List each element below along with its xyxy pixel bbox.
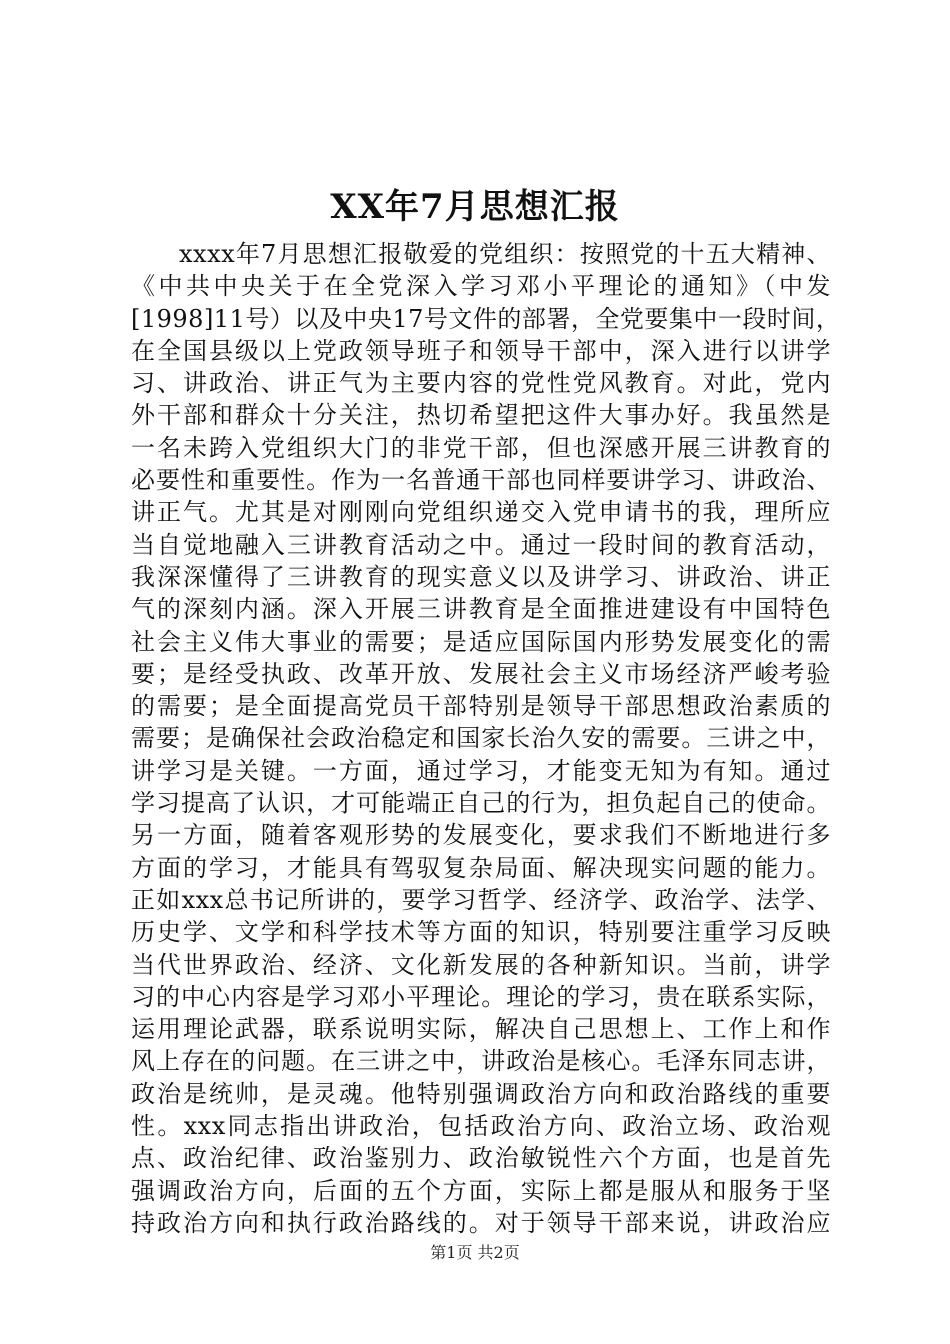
body-line: 要；是经受执政、改革开放、发展社会主义市场经济严峻考验 — [131, 659, 831, 688]
body-line: 点、政治纪律、政治鉴别力、政治敏锐性六个方面，也是首先 — [131, 1144, 831, 1173]
body-line: 正如xxx总书记所讲的，要学习哲学、经济学、政治学、法学、 — [131, 885, 831, 914]
body-line: 另一方面，随着客观形势的发展变化，要求我们不断地进行多 — [131, 821, 831, 850]
body-line: 习、讲政治、讲正气为主要内容的党性党风教育。对此，党内 — [131, 369, 831, 398]
body-line: 必要性和重要性。作为一名普通干部也同样要讲学习、讲政治、 — [131, 466, 831, 495]
body-line: 性。xxx同志指出讲政治，包括政治方向、政治立场、政治观 — [131, 1112, 831, 1141]
body-line: xxxx年7月思想汇报敬爱的党组织：按照党的十五大精神、 — [179, 240, 831, 268]
body-line: 方面的学习，才能具有驾驭复杂局面、解决现实问题的能力。 — [131, 853, 831, 882]
body-line: 学习提高了认识，才可能端正自己的行为，担负起自己的使命。 — [131, 789, 831, 818]
body-line: 当代世界政治、经济、文化新发展的各种新知识。当前，讲学 — [131, 950, 831, 979]
body-line: 社会主义伟大事业的需要；是适应国际国内形势发展变化的需 — [131, 627, 831, 656]
body-line: 一名未跨入党组织大门的非党干部，但也深感开展三讲教育的 — [131, 433, 831, 462]
body-line: 我深深懂得了三讲教育的现实意义以及讲学习、讲政治、讲正 — [131, 562, 831, 591]
body-line: 运用理论武器，联系说明实际，解决自己思想上、工作上和作 — [131, 1015, 831, 1044]
body-line: 风上存在的问题。在三讲之中，讲政治是核心。毛泽东同志讲， — [131, 1047, 831, 1076]
body-line: 讲学习是关键。一方面，通过学习，才能变无知为有知。通过 — [131, 756, 831, 785]
body-line: 历史学、文学和科学技术等方面的知识，特别要注重学习反映 — [131, 918, 831, 947]
body-line: 在全国县级以上党政领导班子和领导干部中，深入进行以讲学 — [131, 336, 831, 365]
body-line: 的需要；是全面提高党员干部特别是领导干部思想政治素质的 — [131, 692, 831, 721]
body-line: 政治是统帅，是灵魂。他特别强调政治方向和政治路线的重要 — [131, 1079, 831, 1108]
document-title: XX年7月思想汇报 — [330, 187, 620, 227]
body-line: 《中共中央关于在全党深入学习邓小平理论的通知》（中发 — [131, 272, 831, 301]
body-line: 外干部和群众十分关注，热切希望把这件大事办好。我虽然是 — [131, 401, 831, 430]
body-line: 讲正气。尤其是对刚刚向党组织递交入党申请书的我，理所应 — [131, 498, 831, 527]
body-line: 强调政治方向，后面的五个方面，实际上都是服从和服务于坚 — [131, 1176, 831, 1205]
document-body — [131, 238, 841, 1239]
body-line: [1998]11号）以及中央17号文件的部署，全党要集中一段时间， — [131, 304, 841, 333]
body-line: 气的深刻内涵。深入开展三讲教育是全面推进建设有中国特色 — [131, 595, 831, 624]
body-line: 持政治方向和执行政治路线的。对于领导干部来说，讲政治应 — [131, 1208, 831, 1237]
body-line: 当自觉地融入三讲教育活动之中。通过一段时间的教育活动， — [131, 530, 831, 559]
page-number-footer: 第1页 共2页 — [430, 1243, 520, 1262]
body-line: 习的中心内容是学习邓小平理论。理论的学习，贵在联系实际， — [131, 982, 831, 1011]
body-line: 需要；是确保社会政治稳定和国家长治久安的需要。三讲之中， — [131, 724, 831, 753]
